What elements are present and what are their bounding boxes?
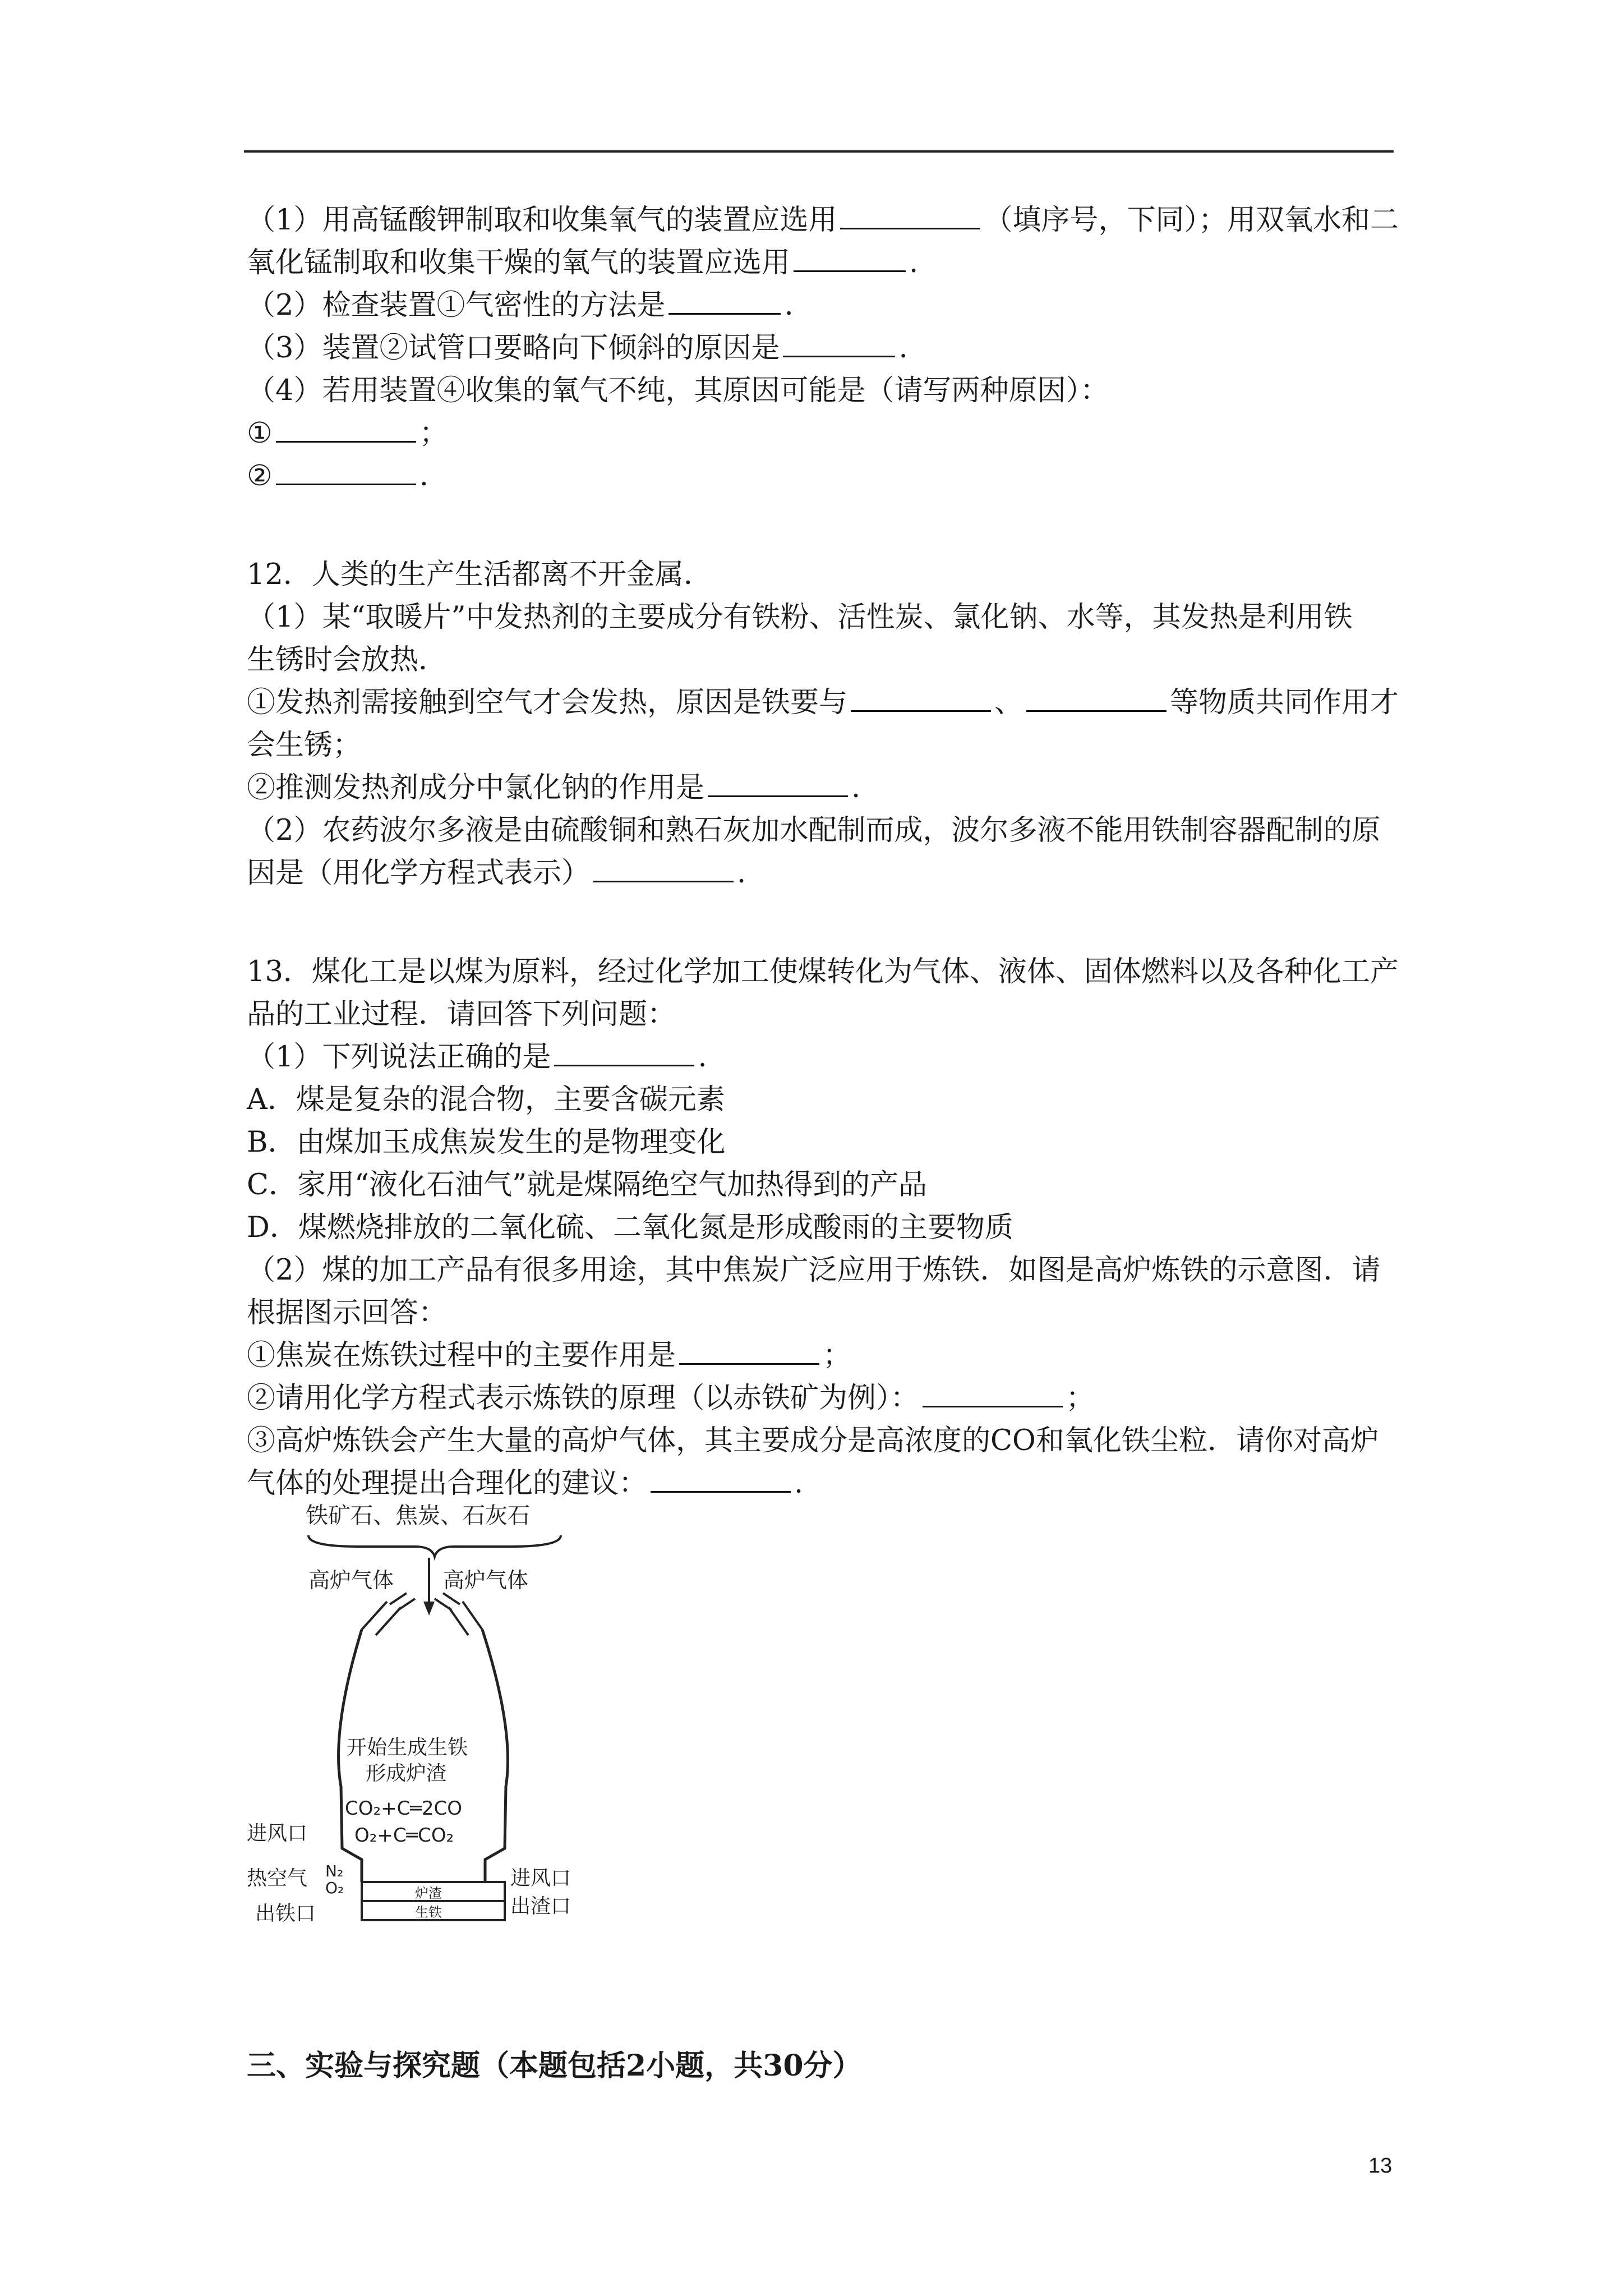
header-rule: [244, 150, 1394, 153]
q12-line: （2）农药波尔多液是由硫酸铜和熟石灰加水配制而成，波尔多液不能用铁制容器配制的原: [247, 814, 1381, 847]
q13-line: 根据图示回答：: [247, 1296, 448, 1329]
section-heading: 三、实验与探究题（本题包括2小题，共30分）: [247, 2049, 862, 2083]
reaction-eq-1: CO₂+C═2CO: [345, 1797, 462, 1820]
iron-outlet-label: 出铁口: [255, 1902, 316, 1925]
q12-line: ②推测发热剂成分中氯化钠的作用是 .: [247, 771, 861, 804]
q11-part3: （3）装置②试管口要略向下倾斜的原因是 .: [247, 332, 908, 365]
answer-blank[interactable]: [276, 418, 416, 443]
n2-label: N₂: [325, 1862, 344, 1880]
diagram-top-label: 铁矿石、焦炭、石灰石: [306, 1503, 530, 1529]
page-number: 13: [1368, 2154, 1393, 2178]
q11-part1-line2: 氧化锰制取和收集干燥的氧气的装置应选用 .: [247, 246, 919, 279]
gas-label-left: 高炉气体: [308, 1568, 394, 1593]
q13-line: ②请用化学方程式表示炼铁的原理（以赤铁矿为例）： ；: [247, 1382, 1095, 1415]
slag-outlet-label: 出渣口: [510, 1895, 571, 1918]
diagram-brace: [308, 1535, 561, 1557]
answer-blank[interactable]: [923, 1383, 1063, 1407]
q11-part2: （2）检查装置①气密性的方法是 .: [247, 289, 794, 322]
furnace-text-2: 形成炉渣: [366, 1762, 447, 1785]
furnace-text-1: 开始生成生铁: [347, 1736, 468, 1759]
q13-line: 气体的处理提出合理化的建议： .: [247, 1467, 804, 1500]
gas-label-right: 高炉气体: [443, 1568, 529, 1593]
q13-line: ③高炉炼铁会产生大量的高炉气体，其主要成分是高浓度的CO和氧化铁尘粒．请你对高炉: [247, 1424, 1379, 1457]
q13-option-b: B．由煤加玉成焦炭发生的是物理变化: [247, 1126, 726, 1159]
answer-blank[interactable]: [840, 205, 980, 229]
answer-blank[interactable]: [783, 333, 895, 357]
q12-line: （1）某“取暖片”中发热剂的主要成分有铁粉、活性炭、氯化钠、水等，其发热是利用铁: [247, 601, 1353, 634]
q13-line: ①焦炭在炼铁过程中的主要作用是 ；: [247, 1339, 852, 1372]
answer-blank[interactable]: [794, 248, 906, 272]
q11-part4: （4）若用装置④收集的氧气不纯，其原因可能是（请写两种原因）：: [247, 374, 1109, 407]
answer-blank[interactable]: [851, 688, 991, 712]
q13-option-c: C．家用“液化石油气”就是煤隔绝空气加热得到的产品: [247, 1168, 928, 1202]
slag-layer-label: 炉渣: [415, 1885, 442, 1901]
answer-blank[interactable]: [1026, 688, 1166, 712]
q13-option-d: D．煤燃烧排放的二氧化硫、二氧化氮是形成酸雨的主要物质: [247, 1211, 1013, 1244]
q13-title: 13．煤化工是以煤为原料，经过化学加工使煤转化为气体、液体、固体燃料以及各种化工产: [247, 955, 1399, 988]
q12-line: ①发热剂需接触到空气才会发热，原因是铁要与 、 等物质共同作用才: [247, 686, 1399, 719]
answer-blank[interactable]: [554, 1042, 694, 1066]
answer-blank[interactable]: [679, 1341, 819, 1365]
inlet-right-label: 进风口: [510, 1867, 571, 1890]
question-content: [247, 199, 1399, 1505]
outlet-pipe-left: [362, 1593, 415, 1635]
inlet-left-label: 进风口: [247, 1822, 308, 1845]
hot-air-label: 热空气: [247, 1867, 308, 1890]
q13-line: （1）下列说法正确的是 .: [247, 1041, 707, 1074]
q12-line: 生锈时会放热．: [247, 643, 448, 677]
blast-furnace-diagram: [247, 1495, 594, 1955]
feed-arrow-head: [423, 1602, 435, 1616]
q12-line: 会生锈；: [247, 729, 362, 762]
q11-part1-line1: （1）用高锰酸钾制取和收集氧气的装置应选用 （填序号，下同）；用双氧水和二: [247, 204, 1399, 237]
outlet-pipe-right: [435, 1593, 482, 1635]
answer-blank[interactable]: [276, 461, 416, 485]
q13-option-a: A．煤是复杂的混合物，主要含碳元素: [247, 1083, 725, 1116]
q13-title: 品的工业过程．请回答下列问题：: [247, 998, 676, 1031]
answer-blank[interactable]: [668, 291, 781, 315]
reaction-eq-2: O₂+C═CO₂: [354, 1824, 454, 1847]
q11-reason-1: ① ；: [247, 417, 448, 450]
q11-reason-2: ② .: [247, 459, 428, 493]
answer-blank[interactable]: [593, 858, 734, 882]
answer-blank[interactable]: [708, 773, 848, 797]
answer-blank[interactable]: [651, 1469, 791, 1493]
o2-label: O₂: [325, 1879, 344, 1897]
q13-line: （2）煤的加工产品有很多用途，其中焦炭广泛应用于炼铁．如图是高炉炼铁的示意图．请: [247, 1254, 1381, 1287]
q12-line: 因是（用化学方程式表示） .: [247, 857, 746, 890]
q12-title: 12．人类的生产生活都离不开金属．: [247, 558, 712, 591]
iron-layer-label: 生铁: [415, 1904, 442, 1920]
